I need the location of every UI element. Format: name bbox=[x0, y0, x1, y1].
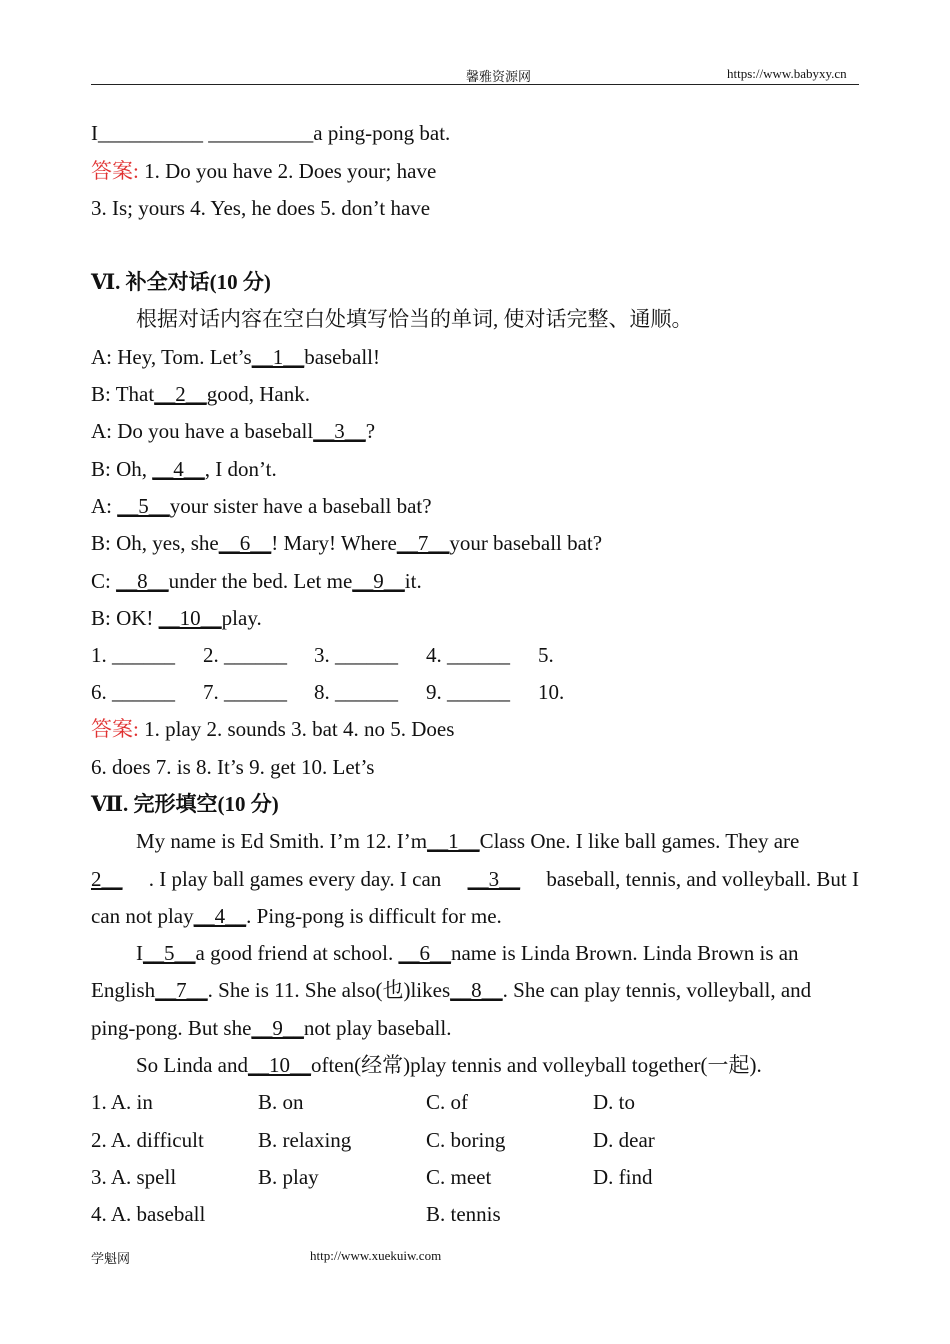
blank: __9__ bbox=[251, 1016, 304, 1040]
dialogue-line-1: A: Hey, Tom. Let’s__1__baseball! bbox=[91, 345, 380, 369]
blank: __6__ bbox=[218, 531, 272, 555]
passage-line-7: So Linda and__10__often(经常)play tennis and volleyball together(一起). bbox=[136, 1053, 762, 1077]
option: 2. A. difficult bbox=[91, 1128, 204, 1152]
answer-blank: 7. ______ bbox=[203, 680, 287, 704]
section-6-answer-1: 答案: 1. play 2. sounds 3. bat 4. no 5. Does bbox=[91, 717, 455, 741]
footer-url: http://www.xuekuiw.com bbox=[310, 1248, 442, 1263]
blank: __8__ bbox=[450, 978, 503, 1002]
option: 4. A. baseball bbox=[91, 1202, 206, 1226]
blank: 2__ bbox=[91, 867, 123, 891]
answer-line-2: 3. Is; yours 4. Yes, he does 5. don’t have bbox=[91, 196, 431, 220]
blank: __3__ bbox=[467, 867, 521, 891]
dialogue-line-7: C: __8__under the bed. Let me__9__it. bbox=[91, 569, 422, 593]
option: 3. A. spell bbox=[91, 1165, 177, 1189]
blank: __1__ bbox=[251, 345, 305, 369]
blank: __2__ bbox=[154, 382, 207, 406]
blank: __7__ bbox=[396, 531, 450, 555]
dialogue-line-4: B: Oh, __4__, I don’t. bbox=[91, 457, 277, 481]
option: C. of bbox=[426, 1090, 468, 1114]
blank: __5__ bbox=[143, 941, 196, 965]
answer-blank: 2. ______ bbox=[203, 643, 287, 667]
answer-blank: 8. ______ bbox=[314, 680, 398, 704]
blank: __6__ bbox=[398, 941, 451, 965]
passage-line-6: ping-pong. But she__9__not play baseball. bbox=[91, 1016, 452, 1040]
header-divider bbox=[91, 84, 859, 85]
blank: __10__ bbox=[158, 606, 222, 630]
answer-blank: 4. ______ bbox=[426, 643, 510, 667]
answer-label: 答案: bbox=[91, 717, 139, 741]
blank: __4__ bbox=[152, 457, 205, 481]
blank: __8__ bbox=[116, 569, 169, 593]
answer-blank: 3. ______ bbox=[314, 643, 398, 667]
exercise-line: I__________ __________a ping-pong bat. bbox=[91, 121, 451, 145]
option: B. relaxing bbox=[258, 1128, 352, 1152]
option: D. dear bbox=[593, 1128, 655, 1152]
header-url: https://www.babyxy.cn bbox=[727, 66, 847, 81]
section-6-answer-2: 6. does 7. is 8. It’s 9. get 10. Let’s bbox=[91, 755, 375, 779]
blank: __5__ bbox=[117, 494, 170, 518]
passage-line-4: I__5__a good friend at school. __6__name is Linda Brown. Linda Brown is an bbox=[136, 941, 799, 965]
dialogue-line-8: B: OK! __10__play. bbox=[91, 606, 262, 630]
answer-label: 答案: bbox=[91, 159, 139, 183]
footer-site-name: 学魁网 bbox=[91, 1251, 131, 1266]
option: D. find bbox=[593, 1165, 653, 1189]
option: B. tennis bbox=[426, 1202, 501, 1226]
answer-line-1 bbox=[91, 158, 436, 184]
section-6-heading: Ⅵ. 补全对话(10 分) bbox=[91, 270, 271, 294]
blank: __4__ bbox=[193, 904, 247, 928]
section-7-heading: Ⅶ. 完形填空(10 分) bbox=[91, 792, 279, 816]
option: B. on bbox=[258, 1090, 304, 1114]
answer-text: 1. Do you have 2. Does your; have bbox=[138, 159, 437, 183]
dialogue-line-5: A: __5__your sister have a baseball bat? bbox=[91, 494, 432, 518]
passage-line-3: can not play__4__. Ping-pong is difficult for me. bbox=[91, 904, 502, 928]
passage-line-2: 2__ . I play ball games every day. I can __3__ baseball, tennis, and volleyball. But I bbox=[91, 867, 859, 891]
answer-blank: 5. bbox=[538, 643, 554, 667]
blank: __3__ bbox=[313, 419, 366, 443]
answer-blank: 9. ______ bbox=[426, 680, 510, 704]
dialogue-line-3: A: Do you have a baseball__3__? bbox=[91, 419, 376, 443]
dialogue-line-6: B: Oh, yes, she__6__! Mary! Where__7__your baseball bat? bbox=[91, 531, 603, 555]
option: C. meet bbox=[426, 1165, 492, 1189]
passage-line-5: English__7__. She is 11. She also(也)likes__8__. She can play tennis, volleyball, and bbox=[91, 978, 812, 1002]
answer-blank: 10. bbox=[538, 680, 565, 704]
blank: __1__ bbox=[427, 829, 480, 853]
option: C. boring bbox=[426, 1128, 506, 1152]
answer-blank: 1. ______ bbox=[91, 643, 175, 667]
option: B. play bbox=[258, 1165, 319, 1189]
option: D. to bbox=[593, 1090, 635, 1114]
section-6-instruction: 根据对话内容在空白处填写恰当的单词, 使对话完整、通顺。 bbox=[136, 307, 693, 331]
passage-line-1: My name is Ed Smith. I’m 12. I’m__1__Class One. I like ball games. They are bbox=[136, 829, 800, 853]
dialogue-line-2: B: That__2__good, Hank. bbox=[91, 382, 310, 406]
header-site-name: 馨雅资源网 bbox=[466, 69, 532, 84]
answer-blank: 6. ______ bbox=[91, 680, 175, 704]
blank: __10__ bbox=[247, 1053, 311, 1077]
blank: __7__ bbox=[155, 978, 208, 1002]
option: 1. A. in bbox=[91, 1090, 153, 1114]
blank: __9__ bbox=[352, 569, 405, 593]
